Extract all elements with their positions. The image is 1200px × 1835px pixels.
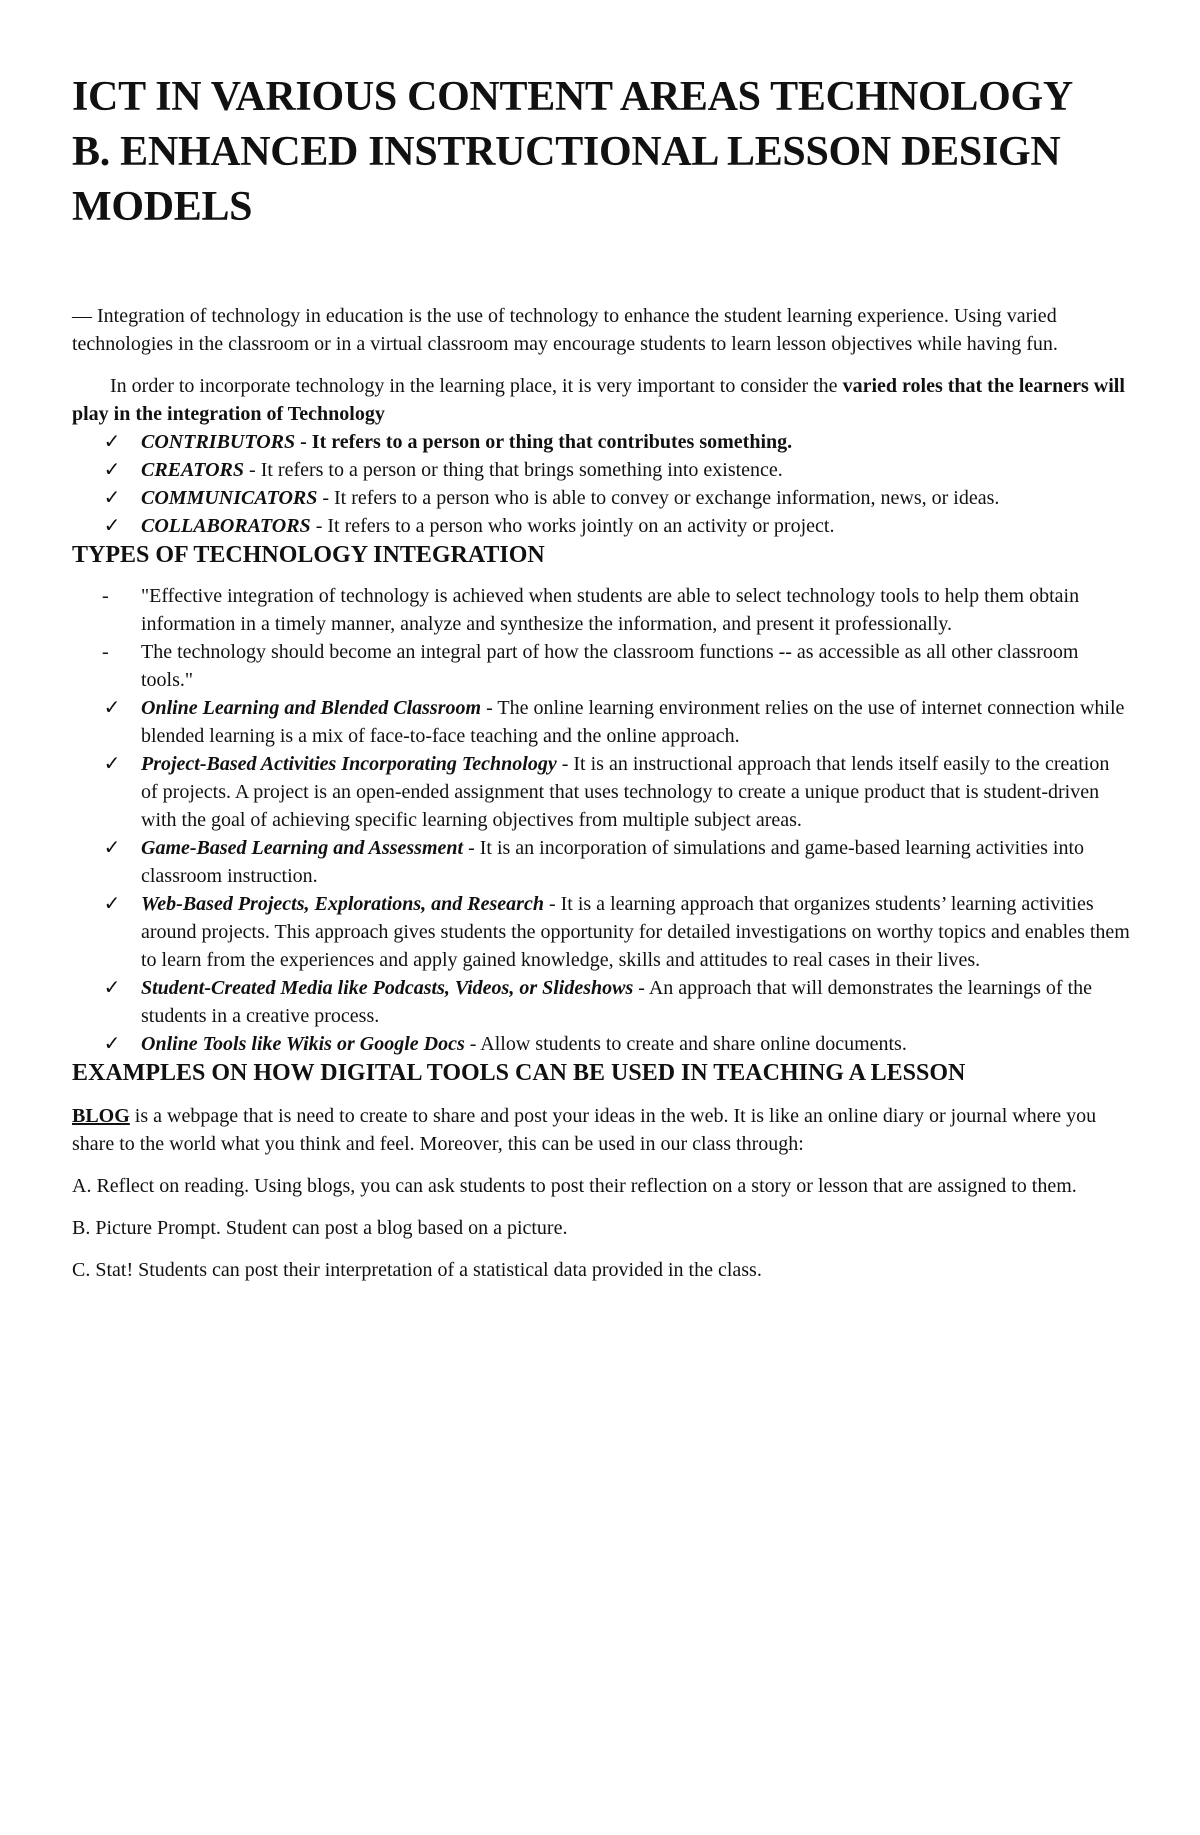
approach-desc: - An approach that will demonstrates the learnings of the students in a creative process.	[141, 977, 1093, 1027]
page-title	[72, 70, 1130, 235]
role-desc: - It refers to a person who works jointly on an activity or project.	[310, 515, 835, 537]
types-heading: TYPES OF TECHNOLOGY INTEGRATION	[72, 542, 545, 568]
role-desc: - It refers to a person who is able to convey or exchange information, news, or ideas.	[317, 487, 1000, 509]
roles-intro-paragraph	[72, 372, 1130, 428]
intro-paragraph: — Integration of technology in education is the use of technology to enhance the student learning experience. Using varied technologies in the classroom or in a virtual classroom may encourage students to learn lesson objectives while having fun.	[72, 305, 1058, 355]
roles-intro-text: In order to incorporate technology in the learning place, it is very important to consider the	[110, 375, 843, 397]
approach-desc: - It is a learning approach that organizes students’ learning activities around projects. This approach gives students the opportunity for detailed investigations on worthy topics and enables them to learn from the experiences and apply gained knowledge, skills and attitudes to real cases in their lives.	[141, 893, 1130, 971]
integration-quote-list	[72, 582, 1130, 694]
role-term: COLLABORATORS	[141, 515, 311, 537]
dash-bullet: -	[102, 585, 109, 607]
blog-text: is a webpage that is need to create to share and post your ideas in the web. It is like an online diary or journal where you share to the world what you think and feel. Moreover, this can be used in our class through:	[72, 1105, 1097, 1155]
blog-keyword: BLOG	[72, 1105, 130, 1127]
approach-term: Online Learning and Blended Classroom	[141, 697, 482, 719]
list-item	[72, 428, 1130, 456]
list-item	[72, 834, 1130, 890]
list-item	[72, 582, 1130, 638]
approach-term: Web-Based Projects, Explorations, and Research	[141, 893, 544, 915]
quote-text: "Effective integration of technology is achieved when students are able to select technology tools to help them obtain information in a timely manner, analyze and synthesize the information, and present it professionally.	[141, 585, 1080, 635]
role-term: CREATORS	[141, 459, 245, 481]
list-item	[72, 484, 1130, 512]
quote-text: The technology should become an integral part of how the classroom functions -- as accessible as all other classroom tools."	[141, 641, 1079, 691]
learner-roles-list	[72, 428, 1130, 540]
list-item	[72, 694, 1130, 750]
check-icon: ✓	[103, 977, 121, 999]
list-item	[72, 512, 1130, 540]
approach-desc: - The online learning environment relies on the use of internet connection while blended learning is a mix of face-to-face teaching and the online approach.	[141, 697, 1125, 747]
list-item	[72, 638, 1130, 694]
list-item	[72, 1030, 1130, 1058]
approach-term: Game-Based Learning and Assessment	[141, 837, 464, 859]
title-line-2: B. ENHANCED INSTRUCTIONAL LESSON DESIGN	[72, 129, 1061, 175]
check-icon: ✓	[103, 753, 121, 775]
check-icon: ✓	[103, 431, 121, 453]
example-a: A. Reflect on reading. Using blogs, you can ask students to post their reflection on a story or lesson that are assigned to them.	[72, 1175, 1077, 1197]
check-icon: ✓	[103, 459, 121, 481]
check-icon: ✓	[103, 837, 121, 859]
list-item	[72, 890, 1130, 974]
list-item	[72, 974, 1130, 1030]
title-line-1: ICT IN VARIOUS CONTENT AREAS TECHNOLOGY	[72, 74, 1073, 120]
blog-paragraph	[72, 1102, 1130, 1158]
example-b: B. Picture Prompt. Student can post a blog based on a picture.	[72, 1217, 568, 1239]
list-item	[72, 750, 1130, 834]
check-icon: ✓	[103, 893, 121, 915]
check-icon: ✓	[103, 1033, 121, 1055]
check-icon: ✓	[103, 697, 121, 719]
dash-bullet: -	[102, 641, 109, 663]
examples-heading: EXAMPLES ON HOW DIGITAL TOOLS CAN BE USED IN TEACHING A LESSON	[72, 1060, 966, 1086]
approach-term: Student-Created Media like Podcasts, Videos, or Slideshows	[141, 977, 634, 999]
approach-desc: - Allow students to create and share online documents.	[464, 1033, 907, 1055]
approach-term: Project-Based Activities Incorporating Technology	[141, 753, 557, 775]
title-line-3: MODELS	[72, 184, 253, 230]
role-term: COMMUNICATORS	[141, 487, 318, 509]
role-term: CONTRIBUTORS	[141, 431, 296, 453]
list-item	[72, 456, 1130, 484]
integration-approaches-list	[72, 694, 1130, 1058]
approach-desc: - It is an incorporation of simulations and game-based learning activities into classroom instruction.	[141, 837, 1085, 887]
roles-intro-bold: varied roles that the learners will play in the integration of Technology	[72, 375, 1125, 425]
check-icon: ✓	[103, 515, 121, 537]
approach-desc: - It is an instructional approach that lends itself easily to the creation of projects. A project is an open-ended assignment that uses technology to create a unique product that is student-driven with the goal of achieving specific learning objectives from multiple subject areas.	[141, 753, 1110, 831]
role-desc: - It refers to a person or thing that contributes something.	[295, 431, 793, 453]
role-desc: - It refers to a person or thing that brings something into existence.	[244, 459, 783, 481]
check-icon: ✓	[103, 487, 121, 509]
example-c: C. Stat! Students can post their interpretation of a statistical data provided in the class.	[72, 1259, 762, 1281]
approach-term: Online Tools like Wikis or Google Docs	[141, 1033, 465, 1055]
